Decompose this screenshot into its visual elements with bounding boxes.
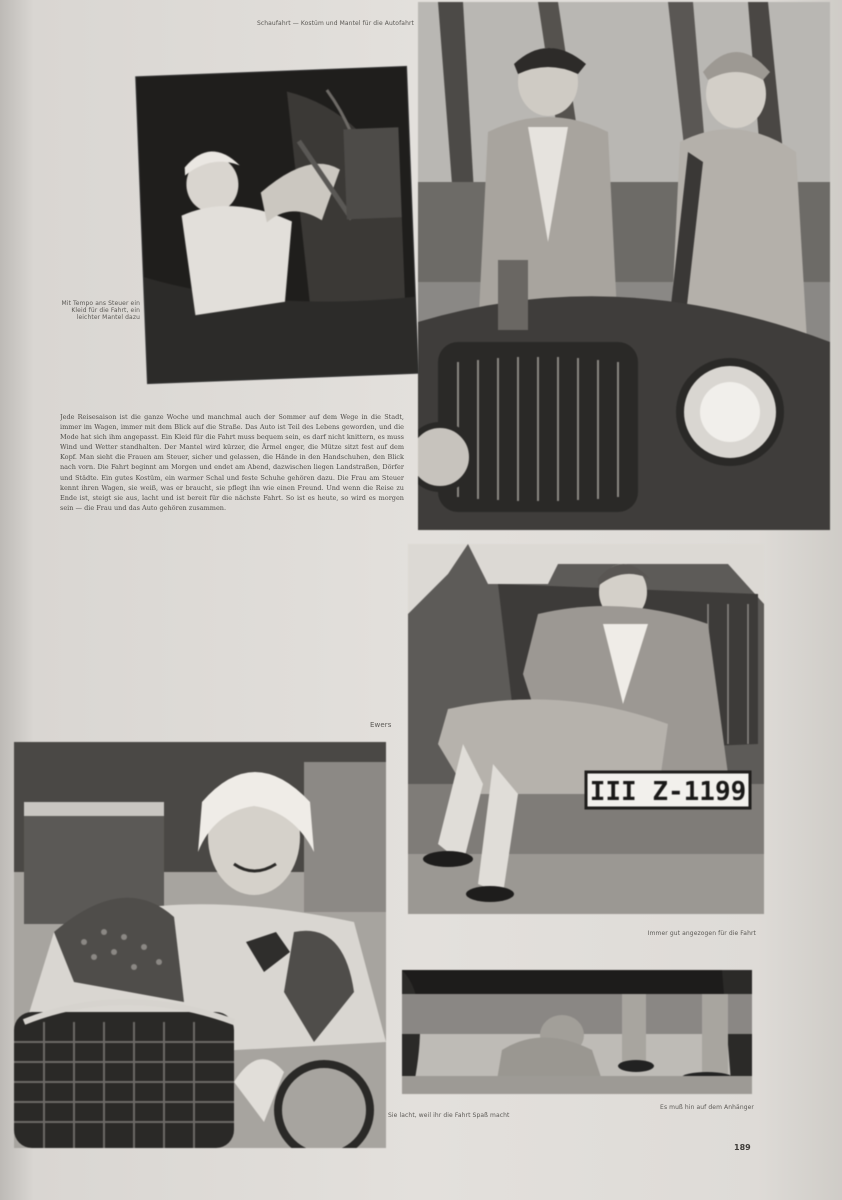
photo-dog-under-car [402, 970, 752, 1094]
article-body: Jede Reisesaison ist die ganze Woche und manchmal auch der Sommer auf dem Wege in die Stadt, immer im Wagen, immer mit dem Blick auf die Straße. Das Auto ist Teil des Lebens geworden, und die Mode hat sich ihm angepasst. Ein Kleid für die Fahrt muss bequem sein, es darf nicht knittern, es muss Wind und Wetter standhalten. Der Mantel wird kürzer, die Ärmel enger, die Mütze sitzt fest auf dem Kopf. Man sieht die Frauen am Steuer, sicher und gelassen, die Hände in den Handschuhen, den Blick nach vorn. Die Fahrt beginnt am Morgen und endet am Abend, dazwischen liegen Landstraßen, Dörfer und Städte. Ein gutes Kostüm, ein warmer Schal und feste Schuhe gehören dazu. Die Frau am Steuer kennt ihren Wagen, sie weiß, was er braucht, sie pflegt ihn wie einen Freund. Und wenn die Reise zu Ende ist, steigt sie aus, lacht und ist bereit für die nächste Fahrt. So ist es heute, so wird es morgen sein — die Frau und das Auto gehören zusammen. [60, 413, 404, 512]
article-signature: Ewers [370, 721, 392, 729]
license-plate-text: III Z-1199 [589, 777, 747, 807]
page-number: 189 [734, 1143, 751, 1152]
caption-photo-smiling-woman: Sie lacht, weil ihr die Fahrt Spaß macht [388, 1112, 510, 1119]
caption-photo-dog-under-car: Es muß hin auf dem Anhänger [660, 1104, 754, 1111]
photo-woman-in-car [136, 67, 418, 383]
photo-smiling-woman-at-car [14, 742, 386, 1148]
caption-photo-woman-in-car: Mit Tempo ans Steuer ein Kleid für die Fahrt, ein leichter Mantel dazu [61, 300, 140, 321]
caption-photo-woman-on-bumper: Immer gut angezogen für die Fahrt [647, 930, 756, 937]
caption-top: Schaufahrt — Kostüm und Mantel für die Autofahrt [256, 20, 414, 27]
photo-two-women-with-car [418, 2, 830, 530]
photo-woman-on-car-bumper [408, 544, 764, 914]
